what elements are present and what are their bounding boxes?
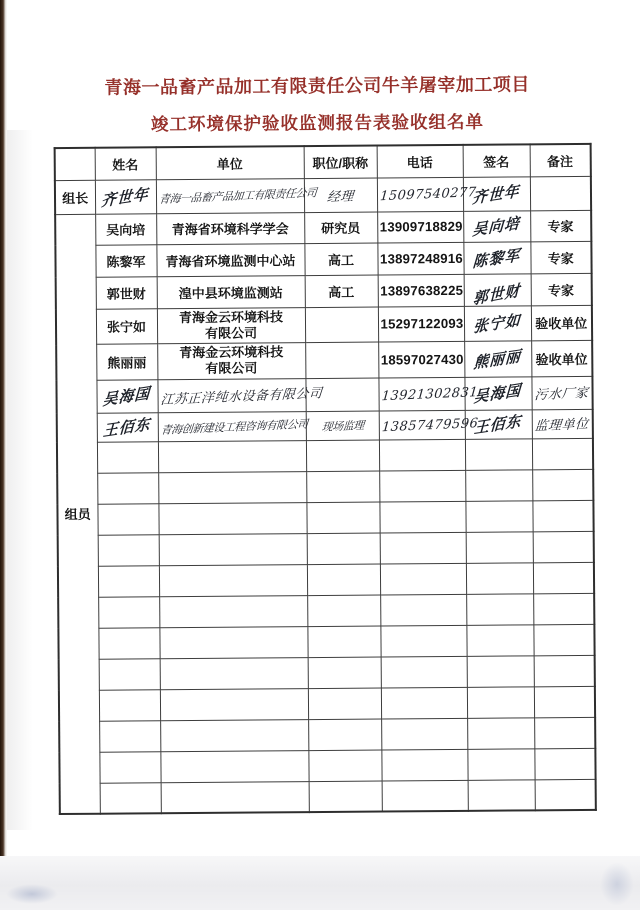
- empty-cell: [466, 593, 533, 625]
- phone-cell: 13897638225: [378, 274, 464, 307]
- phone-cell: 18597027430: [378, 341, 464, 377]
- note-cell: [531, 376, 592, 409]
- empty-cell: [533, 624, 594, 655]
- handwritten-unit: 江苏正洋纯水设备有限公司: [159, 386, 323, 409]
- empty-cell: [468, 779, 535, 811]
- empty-cell: [379, 439, 465, 471]
- handwritten-phone: 13921302831: [380, 384, 479, 404]
- empty-cell: [379, 470, 465, 502]
- signature: 吴海国: [473, 380, 523, 407]
- acceptance-group-table: [54, 143, 597, 815]
- table-row: [56, 273, 592, 309]
- empty-cell: [381, 749, 467, 781]
- title-cell: [306, 411, 379, 441]
- table-row: [56, 340, 592, 380]
- title-cell: [305, 342, 378, 378]
- empty-cell: [465, 438, 532, 470]
- empty-row: [57, 438, 593, 473]
- title-cell: [305, 307, 378, 343]
- leader-label-cell: 组长: [55, 180, 95, 214]
- empty-cell: [99, 658, 160, 689]
- table-row: [56, 305, 592, 345]
- empty-cell: [159, 533, 307, 565]
- handwritten-phone: 13857479596: [380, 415, 479, 435]
- handwritten-note: 监理单位: [534, 416, 590, 435]
- name-cell: 郭世财: [96, 276, 157, 308]
- empty-cell: [307, 564, 380, 596]
- empty-cell: [467, 748, 534, 780]
- table-row-handwritten: [56, 376, 592, 413]
- note-cell: 验收单位: [531, 340, 592, 376]
- name-cell: 陈黎军: [95, 244, 156, 276]
- note-cell: 专家: [530, 210, 591, 241]
- empty-cell: [97, 441, 158, 472]
- sign-cell: [465, 409, 532, 439]
- note-cell: 专家: [531, 273, 592, 305]
- empty-cell: [98, 596, 159, 627]
- table-row-handwritten: [57, 409, 593, 442]
- handwritten-title: 现场监理: [320, 418, 364, 434]
- sign-header: 签名: [463, 144, 530, 177]
- empty-cell: [467, 655, 534, 687]
- empty-cell: [308, 750, 381, 782]
- empty-cell: [159, 595, 307, 627]
- empty-cell: [160, 688, 308, 720]
- empty-cell: [98, 565, 159, 596]
- empty-cell: [381, 656, 467, 688]
- name-cell: [96, 379, 157, 412]
- note-header: 备注: [530, 144, 591, 176]
- note-cell: 专家: [530, 241, 591, 273]
- empty-row: [58, 562, 594, 597]
- title-cell: 高工: [305, 275, 378, 308]
- phone-cell: [379, 410, 479, 440]
- empty-cell: [534, 748, 595, 779]
- empty-cell: [465, 500, 532, 532]
- empty-cell: [380, 532, 466, 564]
- role-header-cell: [55, 148, 95, 180]
- empty-cell: [467, 717, 534, 749]
- empty-cell: [466, 562, 533, 594]
- empty-row: [60, 779, 596, 814]
- sign-cell: [464, 305, 531, 341]
- empty-cell: [533, 562, 594, 593]
- empty-cell: [467, 686, 534, 718]
- handwritten-title: 经理: [326, 188, 355, 205]
- empty-cell: [534, 655, 595, 686]
- unit-header: 单位: [156, 146, 304, 179]
- empty-cell: [466, 624, 533, 656]
- empty-cell: [533, 531, 594, 562]
- empty-cell: [309, 781, 382, 813]
- sign-cell: [464, 273, 531, 306]
- empty-cell: [532, 469, 593, 500]
- empty-cell: [380, 625, 466, 657]
- empty-cell: [380, 563, 466, 595]
- empty-cell: [160, 657, 308, 689]
- empty-cell: [308, 657, 381, 689]
- empty-cell: [379, 501, 465, 533]
- empty-row: [57, 469, 593, 504]
- phone-cell: 13909718829: [377, 211, 463, 243]
- signature: 郭世财: [473, 280, 521, 308]
- unit-cell: 青海金云环境科技有限公司: [157, 307, 305, 344]
- empty-cell: [535, 779, 596, 810]
- phone-cell: 13897248916: [377, 242, 463, 275]
- table-row-leader: [55, 176, 591, 214]
- sign-cell: [463, 241, 530, 274]
- unit-cell: 青海省环境科学学会: [156, 212, 304, 244]
- empty-row: [59, 686, 595, 721]
- empty-cell: [533, 593, 594, 624]
- table-row: [55, 241, 591, 277]
- signature: 齐世年: [472, 181, 521, 207]
- empty-cell: [306, 471, 379, 503]
- signature: 陈黎军: [472, 245, 522, 271]
- handwritten-name: 齐世年: [101, 184, 150, 210]
- empty-cell: [381, 687, 467, 719]
- sign-cell: [464, 341, 531, 377]
- empty-cell: [159, 626, 307, 658]
- signature: 张宁如: [473, 311, 522, 337]
- empty-cell: [534, 717, 595, 748]
- document-title-line1: 青海一品畜产品加工有限责任公司牛羊屠宰加工项目: [104, 74, 530, 98]
- unit-cell: 湟中县环境监测站: [157, 275, 305, 308]
- empty-cell: [98, 627, 159, 658]
- name-header: 姓名: [95, 147, 156, 179]
- empty-cell: [99, 689, 160, 720]
- phone-cell: [378, 377, 479, 411]
- signature: 吴向培: [472, 213, 522, 240]
- unit-cell: 青海省环境监测中心站: [156, 243, 304, 276]
- member-label-cell: 组员: [55, 214, 100, 814]
- empty-row: [58, 624, 594, 659]
- empty-cell: [159, 564, 307, 596]
- empty-cell: [532, 438, 593, 469]
- empty-cell: [99, 720, 160, 751]
- empty-cell: [160, 719, 308, 751]
- name-cell: [97, 412, 158, 441]
- phone-header: 电话: [377, 145, 463, 178]
- note-cell: [532, 409, 593, 438]
- empty-cell: [99, 751, 160, 782]
- handwritten-name: 吴海国: [102, 383, 152, 410]
- handwritten-note: 污水厂家: [534, 385, 590, 404]
- table-body: [55, 144, 596, 814]
- title-cell: 高工: [304, 243, 377, 276]
- empty-cell: [308, 688, 381, 720]
- empty-row: [58, 531, 594, 566]
- empty-cell: [158, 502, 306, 534]
- empty-cell: [160, 750, 308, 782]
- name-cell: 吴向培: [95, 213, 156, 244]
- empty-row: [59, 717, 595, 752]
- empty-cell: [381, 718, 467, 750]
- empty-cell: [98, 534, 159, 565]
- empty-cell: [382, 780, 468, 812]
- empty-row: [59, 655, 595, 690]
- signature: 王佰东: [473, 411, 523, 438]
- name-cell: 熊丽丽: [96, 344, 157, 380]
- title-header: 职位/职称: [304, 146, 377, 179]
- handwritten-unit: 青海一品畜产品加工有限责任公司: [158, 186, 317, 207]
- name-cell: [95, 179, 156, 213]
- note-cell: 验收单位: [531, 305, 592, 341]
- empty-cell: [306, 502, 379, 534]
- empty-cell: [532, 500, 593, 531]
- sign-cell: [464, 376, 531, 410]
- empty-cell: [97, 503, 158, 534]
- empty-cell: [380, 594, 466, 626]
- handwritten-phone: 15097540277: [378, 185, 477, 205]
- empty-cell: [465, 469, 532, 501]
- unit-cell: [156, 178, 317, 213]
- title-cell: 研究员: [304, 212, 377, 244]
- phone-cell: [377, 177, 477, 212]
- empty-cell: [100, 782, 161, 813]
- empty-cell: [306, 440, 379, 472]
- empty-cell: [307, 595, 380, 627]
- unit-cell: [158, 411, 306, 441]
- empty-row: [59, 748, 595, 783]
- handwritten-unit: 青海创新建设工程咨询有限公司: [159, 417, 308, 437]
- document-title-line2: 竣工环境保护验收监测报告表验收组名单: [150, 111, 485, 135]
- table-row: [55, 210, 591, 245]
- unit-cell: 青海金云环境科技有限公司: [157, 343, 305, 380]
- empty-cell: [534, 686, 595, 717]
- note-cell: [530, 176, 591, 210]
- empty-cell: [97, 472, 158, 503]
- empty-cell: [158, 440, 306, 472]
- header-row: [55, 144, 591, 180]
- empty-cell: [308, 719, 381, 751]
- empty-cell: [307, 626, 380, 658]
- empty-cell: [161, 781, 309, 813]
- empty-cell: [158, 471, 306, 503]
- empty-cell: [466, 531, 533, 563]
- phone-cell: 15297122093: [378, 306, 464, 342]
- signature: 熊丽丽: [473, 346, 523, 373]
- sign-cell: [463, 176, 530, 211]
- empty-row: [57, 500, 593, 535]
- sign-cell: [463, 210, 530, 242]
- empty-cell: [307, 533, 380, 565]
- empty-row: [58, 593, 594, 628]
- handwritten-name: 王佰东: [102, 414, 152, 441]
- name-cell: 张宁如: [96, 308, 157, 344]
- unit-cell: [157, 378, 323, 412]
